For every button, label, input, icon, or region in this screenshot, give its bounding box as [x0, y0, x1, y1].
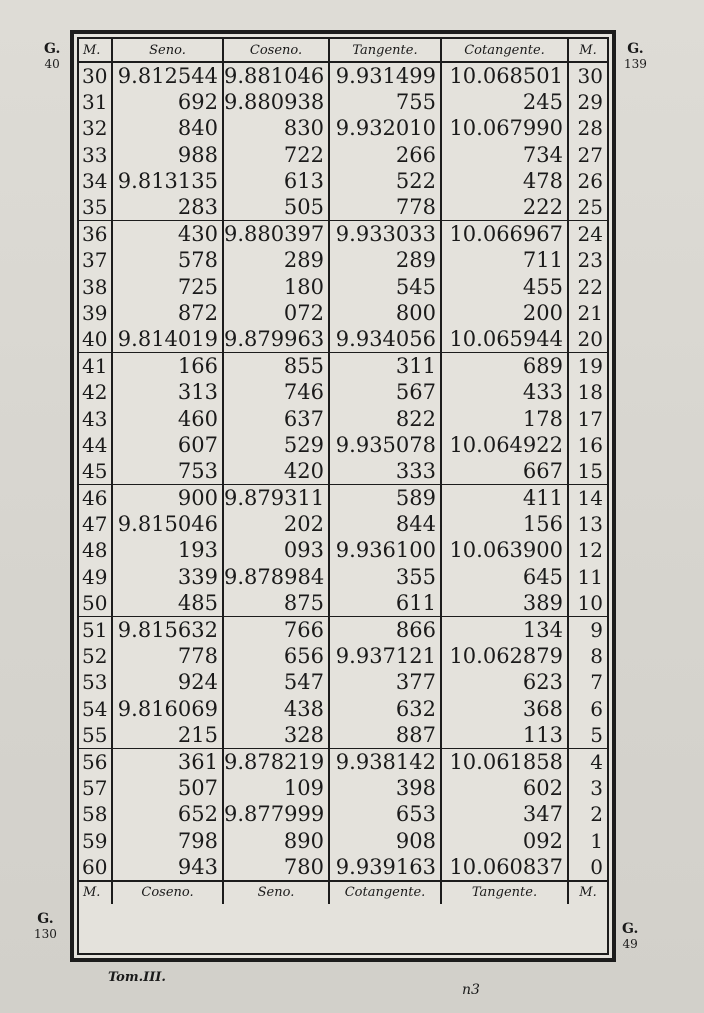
sine-value: 313 [112, 379, 223, 405]
cosine-value: 613 [223, 168, 329, 194]
table-row [79, 854, 607, 881]
row-minute-complement: 4 [590, 749, 603, 774]
cotangent-value: 222 [441, 194, 568, 221]
cotangent-value: 156 [441, 511, 568, 537]
row-minute: 39 [79, 300, 112, 326]
cosine-value: 9.878984 [223, 564, 329, 590]
sine-value: 430 [112, 221, 223, 248]
row-minute: 36 [79, 221, 112, 248]
sine-value: 753 [112, 458, 223, 485]
table-row [79, 827, 607, 853]
table-row [79, 379, 607, 405]
row-minute: 45 [79, 458, 112, 485]
sine-value: 485 [112, 590, 223, 617]
sine-value: 988 [112, 142, 223, 168]
tangent-value: 9.934056 [329, 326, 441, 353]
table-row [79, 62, 607, 89]
tangent-value: 844 [329, 511, 441, 537]
cosine-value: 875 [223, 590, 329, 617]
table-row [79, 801, 607, 827]
footer-tangent: Tangente. [441, 881, 568, 904]
cotangent-value: 602 [441, 775, 568, 801]
table-row [79, 511, 607, 537]
row-minute-complement: 15 [568, 458, 607, 485]
cotangent-value: 478 [441, 168, 568, 194]
sine-value: 607 [112, 432, 223, 458]
table-row [79, 142, 607, 168]
cosine-value: 746 [223, 379, 329, 405]
sine-value: 283 [112, 194, 223, 221]
sine-value: 578 [112, 247, 223, 273]
tangent-value: 632 [329, 696, 441, 722]
tangent-value: 887 [329, 722, 441, 749]
cotangent-value: 113 [441, 722, 568, 749]
cotangent-value: 455 [441, 274, 568, 300]
row-minute: 49 [79, 564, 112, 590]
corner-top-right [624, 42, 647, 72]
sine-value: 778 [112, 643, 223, 669]
corner-degree-label: G. [44, 41, 61, 57]
tangent-value: 9.936100 [329, 537, 441, 563]
row-minute-complement: 27 [577, 142, 603, 167]
row-minute-complement: 17 [577, 406, 603, 431]
tangent-value: 398 [329, 775, 441, 801]
sine-value: 943 [112, 854, 223, 881]
sine-value: 339 [112, 564, 223, 590]
header-minutes: M. [79, 39, 112, 62]
cosine-value: 722 [223, 142, 329, 168]
row-minute-complement: 6 [590, 696, 603, 721]
cotangent-value: 734 [441, 142, 568, 168]
row-minute: 57 [79, 775, 112, 801]
corner-bottom-right [622, 922, 638, 952]
table-row [79, 722, 607, 749]
tangent-value: 9.939163 [329, 854, 441, 881]
cosine-value: 830 [223, 115, 329, 141]
row-minute-complement: 21 [577, 300, 603, 325]
tangent-value: 9.937121 [329, 643, 441, 669]
row-minute-complement: 28 [577, 116, 603, 141]
row-minute: 53 [79, 669, 112, 695]
table-row [79, 616, 607, 643]
tangent-value: 377 [329, 669, 441, 695]
cotangent-value: 10.061858 [441, 748, 568, 775]
tangent-value: 355 [329, 564, 441, 590]
tangent-value: 822 [329, 405, 441, 431]
row-minute: 43 [79, 405, 112, 431]
footer-cotangent: Cotangente. [329, 881, 441, 904]
row-minute: 48 [79, 537, 112, 563]
row-minute-complement: 14 [577, 486, 603, 511]
cotangent-value: 178 [441, 405, 568, 431]
sine-value: 692 [112, 89, 223, 115]
sine-value: 725 [112, 274, 223, 300]
corner-degree-value: 130 [34, 927, 57, 941]
row-minute-complement: 19 [577, 354, 603, 379]
cosine-value: 656 [223, 643, 329, 669]
sine-value: 193 [112, 537, 223, 563]
tangent-value: 589 [329, 485, 441, 512]
cosine-value: 093 [223, 537, 329, 563]
cosine-value: 9.880938 [223, 89, 329, 115]
table-row [79, 696, 607, 722]
table-row [79, 669, 607, 695]
tangent-value: 9.938142 [329, 748, 441, 775]
table-row [79, 300, 607, 326]
tangent-value: 866 [329, 616, 441, 643]
table-row [79, 564, 607, 590]
header-minutes-right: M. [568, 39, 607, 62]
row-minute-complement: 30 [577, 64, 603, 89]
row-minute: 47 [79, 511, 112, 537]
table-header-row [79, 39, 607, 62]
tangent-value: 567 [329, 379, 441, 405]
table-row [79, 405, 607, 431]
cosine-value: 109 [223, 775, 329, 801]
sine-value: 215 [112, 722, 223, 749]
cotangent-value: 347 [441, 801, 568, 827]
footer-cosine: Coseno. [112, 881, 223, 904]
row-minute-complement: 3 [590, 776, 603, 801]
header-sine: Seno. [112, 39, 223, 62]
tangent-value: 653 [329, 801, 441, 827]
row-minute: 35 [79, 194, 112, 221]
sine-value: 9.814019 [112, 326, 223, 353]
row-minute: 33 [79, 142, 112, 168]
cotangent-value: 10.063900 [441, 537, 568, 563]
table-row [79, 458, 607, 485]
table-row [79, 537, 607, 563]
header-cotangent: Cotangente. [441, 39, 568, 62]
sine-value: 900 [112, 485, 223, 512]
row-minute-complement: 2 [590, 802, 603, 827]
corner-degree-label: G. [37, 911, 54, 927]
cosine-value: 9.879963 [223, 326, 329, 353]
sine-value: 166 [112, 353, 223, 380]
row-minute-complement: 26 [577, 168, 603, 193]
cosine-value: 9.878219 [223, 748, 329, 775]
cotangent-value: 689 [441, 353, 568, 380]
row-minute: 41 [79, 353, 112, 380]
tangent-value: 908 [329, 827, 441, 853]
row-minute: 54 [79, 696, 112, 722]
cotangent-value: 10.067990 [441, 115, 568, 141]
table-row [79, 775, 607, 801]
cosine-value: 9.881046 [223, 62, 329, 89]
cotangent-value: 645 [441, 564, 568, 590]
sine-value: 361 [112, 748, 223, 775]
table-row [79, 247, 607, 273]
tangent-value: 522 [329, 168, 441, 194]
cotangent-value: 245 [441, 89, 568, 115]
row-minute-complement: 16 [577, 432, 603, 457]
log-trig-table [79, 39, 607, 904]
row-minute-complement: 10 [568, 590, 607, 617]
table-row [79, 326, 607, 353]
tangent-value: 289 [329, 247, 441, 273]
row-minute: 31 [79, 89, 112, 115]
table-row [79, 89, 607, 115]
row-minute: 44 [79, 432, 112, 458]
cotangent-value: 667 [441, 458, 568, 485]
sine-value: 9.816069 [112, 696, 223, 722]
cosine-value: 547 [223, 669, 329, 695]
corner-degree-label: G. [622, 921, 639, 937]
row-minute: 50 [79, 590, 112, 617]
row-minute-complement: 8 [590, 644, 603, 669]
cotangent-value: 623 [441, 669, 568, 695]
cosine-value: 328 [223, 722, 329, 749]
table-row [79, 353, 607, 380]
cosine-value: 637 [223, 405, 329, 431]
tangent-value: 9.932010 [329, 115, 441, 141]
cosine-value: 438 [223, 696, 329, 722]
row-minute: 51 [79, 616, 112, 643]
cosine-value: 855 [223, 353, 329, 380]
table-row [79, 485, 607, 512]
cotangent-value: 433 [441, 379, 568, 405]
footer-sine: Seno. [223, 881, 329, 904]
sine-value: 9.815632 [112, 616, 223, 643]
row-minute: 46 [79, 485, 112, 512]
corner-degree-value: 40 [44, 57, 60, 71]
cotangent-value: 711 [441, 247, 568, 273]
footer-minutes-right: M. [568, 881, 607, 904]
sine-value: 9.812544 [112, 62, 223, 89]
tangent-value: 755 [329, 89, 441, 115]
row-minute: 40 [79, 326, 112, 353]
tangent-value: 611 [329, 590, 441, 617]
row-minute: 56 [79, 748, 112, 775]
sine-value: 460 [112, 405, 223, 431]
sine-value: 840 [112, 115, 223, 141]
volume-label: Tom.III. [108, 970, 166, 985]
cosine-value: 766 [223, 616, 329, 643]
row-minute: 32 [79, 115, 112, 141]
row-minute: 34 [79, 168, 112, 194]
tangent-value: 9.933033 [329, 221, 441, 248]
row-minute-complement: 24 [577, 222, 603, 247]
cosine-value: 529 [223, 432, 329, 458]
tangent-value: 545 [329, 274, 441, 300]
row-minute: 60 [79, 854, 112, 881]
cosine-value: 180 [223, 274, 329, 300]
table-footer-row [79, 881, 607, 904]
row-minute: 58 [79, 801, 112, 827]
cotangent-value: 092 [441, 827, 568, 853]
row-minute-complement: 25 [568, 194, 607, 221]
table-row [79, 432, 607, 458]
tangent-value: 311 [329, 353, 441, 380]
cotangent-value: 134 [441, 616, 568, 643]
table-row [79, 748, 607, 775]
cosine-value: 9.880397 [223, 221, 329, 248]
row-minute: 55 [79, 722, 112, 749]
table-row [79, 168, 607, 194]
row-minute: 38 [79, 274, 112, 300]
row-minute-complement: 12 [577, 538, 603, 563]
row-minute: 59 [79, 827, 112, 853]
corner-top-left [44, 42, 60, 72]
sine-value: 798 [112, 827, 223, 853]
row-minute: 30 [79, 62, 112, 89]
cosine-value: 9.877999 [223, 801, 329, 827]
cosine-value: 072 [223, 300, 329, 326]
cotangent-value: 389 [441, 590, 568, 617]
cosine-value: 780 [223, 854, 329, 881]
row-minute-complement: 23 [577, 248, 603, 273]
sine-value: 9.815046 [112, 511, 223, 537]
corner-bottom-left [34, 912, 57, 942]
cotangent-value: 200 [441, 300, 568, 326]
cotangent-value: 368 [441, 696, 568, 722]
header-cosine: Coseno. [223, 39, 329, 62]
cotangent-value: 10.068501 [441, 62, 568, 89]
sine-value: 507 [112, 775, 223, 801]
cotangent-value: 10.064922 [441, 432, 568, 458]
cotangent-value: 411 [441, 485, 568, 512]
row-minute-complement: 29 [577, 90, 603, 115]
header-tangent: Tangente. [329, 39, 441, 62]
corner-degree-value: 49 [622, 937, 638, 951]
table-row [79, 590, 607, 617]
cosine-value: 420 [223, 458, 329, 485]
sine-value: 652 [112, 801, 223, 827]
sine-value: 924 [112, 669, 223, 695]
footer-minutes: M. [79, 881, 112, 904]
sine-value: 872 [112, 300, 223, 326]
table-row [79, 194, 607, 221]
cotangent-value: 10.062879 [441, 643, 568, 669]
row-minute-complement: 5 [568, 722, 607, 749]
cosine-value: 202 [223, 511, 329, 537]
row-minute-complement: 9 [590, 618, 603, 643]
tangent-value: 333 [329, 458, 441, 485]
tangent-value: 778 [329, 194, 441, 221]
row-minute: 42 [79, 379, 112, 405]
row-minute-complement: 1 [590, 828, 603, 853]
table-row [79, 221, 607, 248]
table-row [79, 643, 607, 669]
table-row [79, 274, 607, 300]
tangent-value: 266 [329, 142, 441, 168]
row-minute-complement: 0 [590, 854, 603, 879]
row-minute-complement: 13 [577, 512, 603, 537]
corner-degree-label: G. [627, 41, 644, 57]
corner-degree-value: 139 [624, 57, 647, 71]
tangent-value: 800 [329, 300, 441, 326]
cotangent-value: 10.065944 [441, 326, 568, 353]
cotangent-value: 10.060837 [441, 854, 568, 881]
row-minute-complement: 11 [577, 564, 603, 589]
row-minute: 37 [79, 247, 112, 273]
sine-value: 9.813135 [112, 168, 223, 194]
row-minute-complement: 20 [568, 326, 607, 353]
page-signature: n3 [462, 982, 480, 998]
cosine-value: 890 [223, 827, 329, 853]
tangent-value: 9.935078 [329, 432, 441, 458]
cosine-value: 505 [223, 194, 329, 221]
cosine-value: 289 [223, 247, 329, 273]
cosine-value: 9.879311 [223, 485, 329, 512]
table-body [79, 62, 607, 881]
row-minute-complement: 22 [577, 274, 603, 299]
cotangent-value: 10.066967 [441, 221, 568, 248]
row-minute: 52 [79, 643, 112, 669]
table-row [79, 115, 607, 141]
tangent-value: 9.931499 [329, 62, 441, 89]
row-minute-complement: 18 [577, 380, 603, 405]
row-minute-complement: 7 [590, 670, 603, 695]
